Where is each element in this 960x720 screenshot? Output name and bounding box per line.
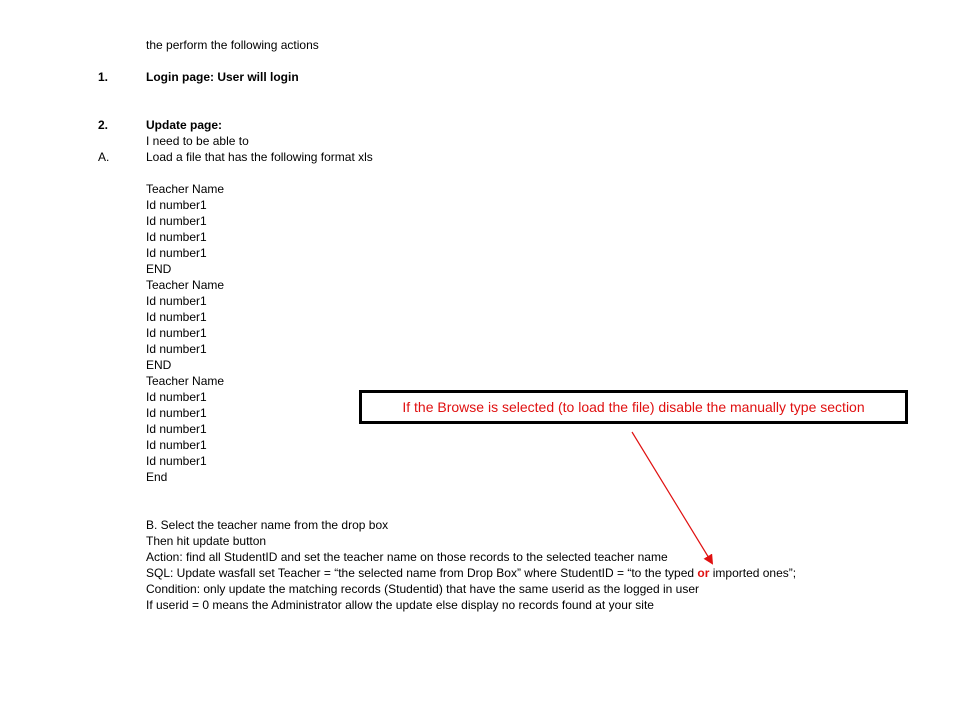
- step-b-line-3: Action: find all StudentID and set the teacher name on those records to the selected teacher name: [146, 550, 668, 564]
- step-b-line-1: B. Select the teacher name from the drop box: [146, 518, 389, 532]
- sql-text-before: SQL: Update wasfall set Teacher = “the selected name from Drop Box” where StudentID = “to the typed: [146, 566, 698, 580]
- step-a-letter: A.: [98, 150, 110, 164]
- file-format-line: Id number1: [146, 342, 207, 356]
- admin-line: If userid = 0 means the Administrator allow the update else display no records found at your site: [146, 598, 654, 612]
- file-format-line: Id number1: [146, 246, 207, 260]
- step-2-number: 2.: [98, 118, 109, 132]
- step-b-line-2: Then hit update button: [146, 534, 267, 548]
- file-format-line: END: [146, 358, 172, 372]
- file-format-line: Id number1: [146, 326, 207, 340]
- intro-line: the perform the following actions: [146, 38, 319, 52]
- file-format-line: Id number1: [146, 406, 207, 420]
- sql-text-after: imported ones”;: [709, 566, 797, 580]
- file-format-line: Id number1: [146, 422, 207, 436]
- sql-or-highlight: or: [697, 566, 710, 580]
- step-1-text: Login page: User will login: [146, 70, 299, 84]
- file-format-line: END: [146, 262, 172, 276]
- arrow-line: [632, 432, 712, 563]
- file-format-line: Id number1: [146, 294, 207, 308]
- file-format-line: Id number1: [146, 390, 207, 404]
- callout-text: If the Browse is selected (to load the file) disable the manually type section: [402, 399, 865, 415]
- step-1-number: 1.: [98, 70, 109, 84]
- file-format-line: Teacher Name: [146, 374, 225, 388]
- file-format-line: Id number1: [146, 454, 207, 468]
- file-format-line: Id number1: [146, 214, 207, 228]
- file-format-line: Id number1: [146, 310, 207, 324]
- file-format-line: Id number1: [146, 198, 207, 212]
- step-a-text: Load a file that has the following format xls: [146, 150, 373, 164]
- step-2-subtitle: I need to be able to: [146, 134, 249, 148]
- file-format-line: Id number1: [146, 438, 207, 452]
- file-format-line: Teacher Name: [146, 182, 225, 196]
- file-format-line: Id number1: [146, 230, 207, 244]
- file-format-line: End: [146, 470, 168, 484]
- condition-line: Condition: only update the matching records (Studentid) that have the same userid as the logged in user: [146, 582, 700, 596]
- step-2-title: Update page:: [146, 118, 223, 132]
- file-format-line: Teacher Name: [146, 278, 225, 292]
